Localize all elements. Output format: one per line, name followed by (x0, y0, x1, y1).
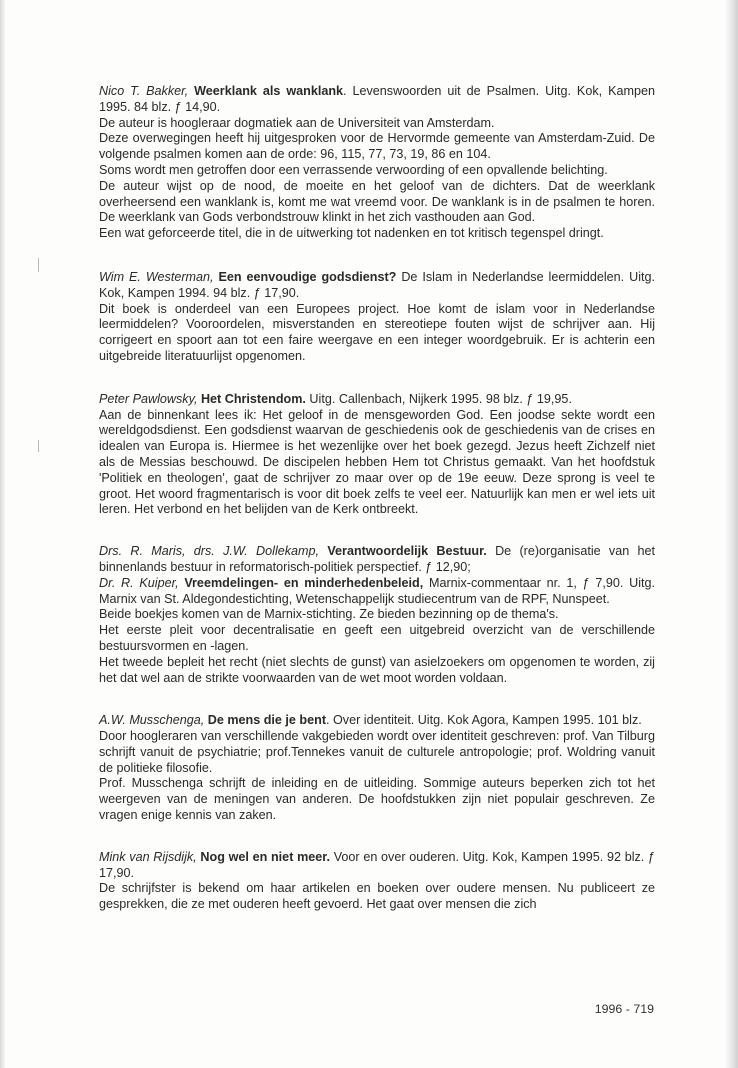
review-westerman (99, 270, 655, 365)
review-author-second: Dr. R. Kuiper, (99, 575, 179, 590)
review-author: Mink van Rijsdijk, (99, 849, 197, 864)
review-paragraph: De schrijfster is bekend om haar artikelen en boeken over oudere mensen. Nu publiceert ze gesprekken, die ze met ouderen heeft gevoerd. Het gaat over mensen die zich (99, 881, 655, 912)
review-author: A.W. Musschenga, (99, 713, 205, 728)
review-citation: . Levenswoorden uit de Psalmen. Uitg. Kok, Kampen 1995. 84 blz. ƒ 14,90. (99, 84, 655, 114)
review-author: Wim E. Westerman, (99, 269, 214, 284)
review-title: Verantwoordelijk Bestuur. (327, 544, 487, 559)
review-heading (99, 392, 655, 408)
review-paragraph: Het eerste pleit voor decentralisatie en geeft een uitgebreid overzicht van de verschillende bestuursvormen en -lagen. (99, 623, 655, 653)
review-title: De mens die je bent (207, 713, 327, 728)
review-paragraph: Het tweede bepleit het recht (niet slechts de gunst) van asielzoekers om opgenomen te worden, zij het dat wel aan de strikte voorwaarden van de wet moot worden voldaan. (99, 654, 655, 685)
review-heading-second (99, 576, 655, 608)
review-citation-second: Marnix-commentaar nr. 1, ƒ 7,90. Uitg. Marnix van St. Aldegondestichting, Wetenschappelijk studiecentrum van de RPF, Nunspeet. (99, 575, 655, 606)
review-author: Drs. R. Maris, drs. J.W. Dollekamp, (99, 544, 320, 559)
review-title: Een eenvoudige godsdienst? (218, 269, 397, 284)
review-title-second: Vreemdelingen- en minderhedenbeleid, (184, 575, 424, 590)
review-title: Het Christendom. (200, 391, 306, 406)
review-heading (99, 84, 655, 116)
review-paragraph: Aan de binnenkant lees ik: Het geloof in de mensgeworden God. Een joodse sekte wordt een wereldgodsdienst. Een godsdienst waarvan de geschiedenis ook de geschiedenis van de crises en idealen van Europa is. Hiermee is het wezenlijke over het boek gezegd. Jezus heeft Zichzelf niet als de Messias beschouwd. De discipelen hebben Hem tot Christus gemaakt. Van het hoofdstuk 'Politiek en theologen', gaat de schrijver zo maar over op de 19e eeuw. Deze sprong is veel te groot. Het woord fragmentarisch is voor dit boek zelfs te veel eer. Natuurlijk kan men er wel iets uit leren. Het verbond en het belijden van de Kerk ontbreekt. (99, 407, 655, 517)
review-citation: Voor en over ouderen. Uitg. Kok, Kampen 1995. 92 blz. ƒ 17,90. (99, 849, 655, 880)
review-author: Peter Pawlowsky, (99, 391, 198, 406)
review-title: Nog wel en niet meer. (200, 849, 330, 864)
review-heading (99, 270, 655, 302)
review-musschenga (99, 713, 655, 824)
review-pawlowsky (99, 392, 655, 518)
review-heading (99, 850, 655, 882)
review-heading (99, 544, 655, 576)
review-paragraph: De auteur is hoogleraar dogmatiek aan de Universiteit van Amsterdam. (99, 115, 495, 130)
review-citation: De (re)organisatie van het binnenlands bestuur in reformatorisch-politiek perspectief. ƒ 12,90; (99, 544, 656, 574)
margin-mark (38, 258, 39, 272)
review-bakker (99, 84, 655, 242)
page-number: 1996 - 719 (594, 1002, 654, 1016)
review-heading (99, 713, 655, 729)
review-paragraph: Prof. Musschenga schrijft de inleiding en de uitleiding. Sommige auteurs beperken zich tot het weergeven van de meningen van anderen. De hoofdstukken zijn niet populair geschreven. Ze vragen enige kennis van zaken. (99, 776, 655, 823)
review-paragraph: Een wat geforceerde titel, die in de uitwerking tot nadenken en tot kritisch tegenspel dringt. (99, 226, 604, 241)
review-van-rijsdijk (99, 850, 655, 913)
review-paragraph: Dit boek is onderdeel van een Europees project. Hoe komt de islam voor in Nederlandse leermiddelen? Vooroordelen, misverstanden en stereotiepe fouten wijst de schrijver aan. Hij corrigeert en spoort aan tot een faire weergave en een integer woordgebruik. Er is achterin een uitgebreide literatuurlijst opgenomen. (99, 301, 655, 363)
scan-edge-right (724, 0, 738, 1068)
review-citation: De Islam in Nederlandse leermiddelen. Uitg. Kok, Kampen 1994. 94 blz. ƒ 17,90. (99, 269, 655, 300)
review-paragraph: Beide boekjes komen van de Marnix-stichting. Ze bieden bezinning op de thema's. (99, 607, 559, 622)
review-paragraph: Door hoogleraren van verschillende vakgebieden wordt over identiteit geschreven: prof. Van Tilburg schrijft vanuit de psychiatrie; prof.Tennekes vanuit de culturele antropologie; prof. Woldring vanuit de politieke filosofie. (99, 729, 655, 775)
review-column (99, 84, 655, 913)
margin-mark (38, 440, 39, 452)
review-citation: Uitg. Callenbach, Nijkerk 1995. 98 blz. ƒ 19,95. (305, 391, 572, 406)
review-paragraph: Deze overwegingen heeft hij uitgesproken voor de Hervormde gemeente van Amsterdam-Zuid. De volgende psalmen komen aan de orde: 96, 115, 77, 73, 19, 86 en 104. (99, 131, 655, 162)
review-maris-kuiper (99, 544, 655, 686)
review-author: Nico T. Bakker, (99, 84, 189, 98)
review-paragraph: Soms wordt men getroffen door een verrassende verwoording of een opvallende belichting. (99, 162, 608, 177)
review-paragraph: De auteur wijst op de nood, de moeite en het geloof van de dichters. Dat de weerklank overheersend een wanklank is, komt me wat vreemd voor. De wanklank is in de psalmen te horen. De weerklank van Gods verbondstrouw klinkt in het zich vasthouden aan God. (99, 178, 655, 225)
scan-edge-left (0, 0, 6, 1068)
review-title: Weerklank als wanklank (194, 84, 344, 98)
review-citation: . Over identiteit. Uitg. Kok Agora, Kampen 1995. 101 blz. (326, 713, 642, 728)
